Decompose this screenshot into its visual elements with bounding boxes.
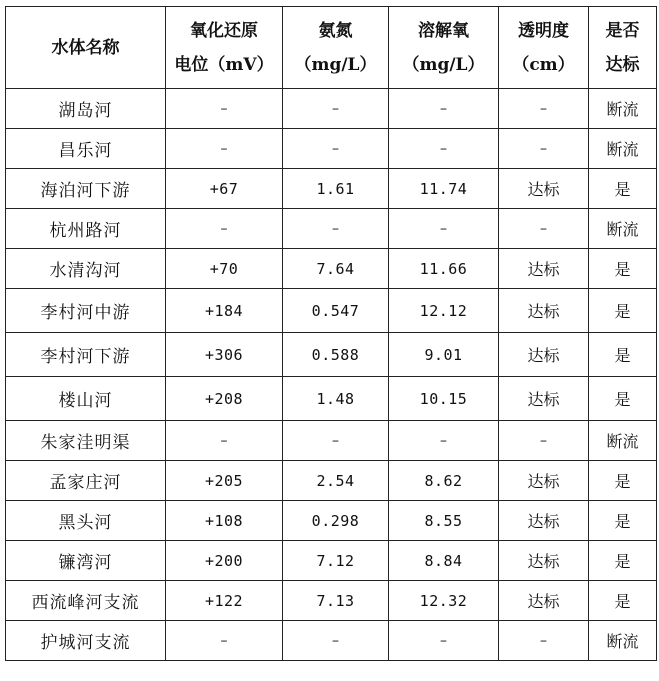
cell-ammonia-nitrogen: – — [283, 421, 389, 461]
header-transparency-line1: 透明度 — [518, 20, 569, 41]
cell-transparency: 达标 — [499, 501, 589, 541]
cell-ammonia-nitrogen: – — [283, 129, 389, 169]
cell-redox-potential: +108 — [166, 501, 283, 541]
cell-transparency: – — [499, 89, 589, 129]
cell-transparency: 达标 — [499, 289, 589, 333]
cell-water-body-name: 孟家庄河 — [6, 461, 166, 501]
table-row — [6, 377, 657, 421]
cell-ammonia-nitrogen: 7.12 — [283, 541, 389, 581]
cell-water-body-name: 护城河支流 — [6, 621, 166, 661]
table-row — [6, 249, 657, 289]
cell-water-body-name: 黑头河 — [6, 501, 166, 541]
table-row — [6, 89, 657, 129]
cell-dissolved-oxygen: – — [389, 89, 499, 129]
cell-compliance: 断流 — [589, 129, 657, 169]
cell-redox-potential: – — [166, 421, 283, 461]
cell-compliance: 是 — [589, 249, 657, 289]
cell-transparency: 达标 — [499, 333, 589, 377]
cell-dissolved-oxygen: 12.32 — [389, 581, 499, 621]
table-row — [6, 169, 657, 209]
cell-water-body-name: 西流峰河支流 — [6, 581, 166, 621]
cell-water-body-name: 昌乐河 — [6, 129, 166, 169]
cell-water-body-name: 镰湾河 — [6, 541, 166, 581]
cell-transparency: – — [499, 621, 589, 661]
table-row — [6, 421, 657, 461]
cell-redox-potential: – — [166, 621, 283, 661]
table-row — [6, 621, 657, 661]
cell-dissolved-oxygen: 8.62 — [389, 461, 499, 501]
cell-compliance: 是 — [589, 377, 657, 421]
cell-redox-potential: – — [166, 209, 283, 249]
cell-dissolved-oxygen: 11.66 — [389, 249, 499, 289]
cell-compliance: 是 — [589, 169, 657, 209]
header-transparency-line2: （cm） — [512, 54, 575, 75]
cell-redox-potential: – — [166, 89, 283, 129]
cell-redox-potential: +200 — [166, 541, 283, 581]
table-body — [6, 89, 657, 661]
cell-ammonia-nitrogen: – — [283, 209, 389, 249]
cell-dissolved-oxygen: – — [389, 421, 499, 461]
cell-water-body-name: 李村河中游 — [6, 289, 166, 333]
cell-dissolved-oxygen: 9.01 — [389, 333, 499, 377]
cell-dissolved-oxygen: 8.55 — [389, 501, 499, 541]
header-row — [6, 7, 657, 89]
table-row — [6, 333, 657, 377]
water-quality-table — [5, 6, 657, 661]
cell-compliance: 断流 — [589, 621, 657, 661]
cell-ammonia-nitrogen: 0.547 — [283, 289, 389, 333]
cell-ammonia-nitrogen: 7.64 — [283, 249, 389, 289]
cell-transparency: 达标 — [499, 169, 589, 209]
cell-redox-potential: +67 — [166, 169, 283, 209]
cell-compliance: 断流 — [589, 209, 657, 249]
cell-water-body-name: 杭州路河 — [6, 209, 166, 249]
cell-transparency: – — [499, 129, 589, 169]
header-dissolved-oxygen-line1: 溶解氧 — [418, 20, 469, 41]
cell-redox-potential: +205 — [166, 461, 283, 501]
cell-redox-potential: +208 — [166, 377, 283, 421]
table-row — [6, 129, 657, 169]
cell-compliance: 是 — [589, 581, 657, 621]
cell-ammonia-nitrogen: 0.298 — [283, 501, 389, 541]
header-water-body-name-label: 水体名称 — [51, 37, 120, 58]
cell-dissolved-oxygen: 12.12 — [389, 289, 499, 333]
header-ammonia-nitrogen-line1: 氨氮 — [318, 20, 353, 41]
cell-ammonia-nitrogen: – — [283, 621, 389, 661]
cell-transparency: 达标 — [499, 249, 589, 289]
header-compliance-line2: 达标 — [605, 54, 640, 75]
cell-transparency: 达标 — [499, 541, 589, 581]
cell-transparency: – — [499, 421, 589, 461]
cell-compliance: 是 — [589, 541, 657, 581]
table-row — [6, 461, 657, 501]
cell-redox-potential: +70 — [166, 249, 283, 289]
header-ammonia-nitrogen — [283, 7, 389, 89]
cell-dissolved-oxygen: – — [389, 209, 499, 249]
cell-water-body-name: 朱家洼明渠 — [6, 421, 166, 461]
header-ammonia-nitrogen-line2: （mg/L） — [294, 54, 377, 75]
cell-transparency: 达标 — [499, 377, 589, 421]
table-row — [6, 289, 657, 333]
header-redox-potential-line2: 电位（mV） — [174, 54, 274, 75]
cell-compliance: 断流 — [589, 89, 657, 129]
cell-water-body-name: 李村河下游 — [6, 333, 166, 377]
cell-dissolved-oxygen: – — [389, 621, 499, 661]
cell-water-body-name: 湖岛河 — [6, 89, 166, 129]
cell-compliance: 是 — [589, 333, 657, 377]
cell-ammonia-nitrogen: – — [283, 89, 389, 129]
cell-redox-potential: – — [166, 129, 283, 169]
header-dissolved-oxygen — [389, 7, 499, 89]
header-water-body-name — [6, 7, 166, 89]
header-dissolved-oxygen-line2: （mg/L） — [402, 54, 485, 75]
header-compliance — [589, 7, 657, 89]
cell-dissolved-oxygen: – — [389, 129, 499, 169]
header-redox-potential-line1: 氧化还原 — [190, 20, 258, 41]
cell-redox-potential: +306 — [166, 333, 283, 377]
header-transparency — [499, 7, 589, 89]
cell-compliance: 是 — [589, 501, 657, 541]
table-row — [6, 581, 657, 621]
cell-ammonia-nitrogen: 7.13 — [283, 581, 389, 621]
cell-transparency: 达标 — [499, 461, 589, 501]
table-row — [6, 501, 657, 541]
cell-redox-potential: +122 — [166, 581, 283, 621]
cell-water-body-name: 楼山河 — [6, 377, 166, 421]
cell-compliance: 是 — [589, 289, 657, 333]
cell-transparency: – — [499, 209, 589, 249]
cell-dissolved-oxygen: 11.74 — [389, 169, 499, 209]
header-redox-potential — [166, 7, 283, 89]
cell-compliance: 是 — [589, 461, 657, 501]
cell-ammonia-nitrogen: 1.61 — [283, 169, 389, 209]
cell-redox-potential: +184 — [166, 289, 283, 333]
cell-dissolved-oxygen: 8.84 — [389, 541, 499, 581]
cell-water-body-name: 海泊河下游 — [6, 169, 166, 209]
table-row — [6, 541, 657, 581]
table-row — [6, 209, 657, 249]
cell-ammonia-nitrogen: 1.48 — [283, 377, 389, 421]
cell-ammonia-nitrogen: 0.588 — [283, 333, 389, 377]
cell-water-body-name: 水清沟河 — [6, 249, 166, 289]
header-compliance-line1: 是否 — [605, 20, 640, 41]
cell-dissolved-oxygen: 10.15 — [389, 377, 499, 421]
cell-compliance: 断流 — [589, 421, 657, 461]
cell-ammonia-nitrogen: 2.54 — [283, 461, 389, 501]
cell-transparency: 达标 — [499, 581, 589, 621]
